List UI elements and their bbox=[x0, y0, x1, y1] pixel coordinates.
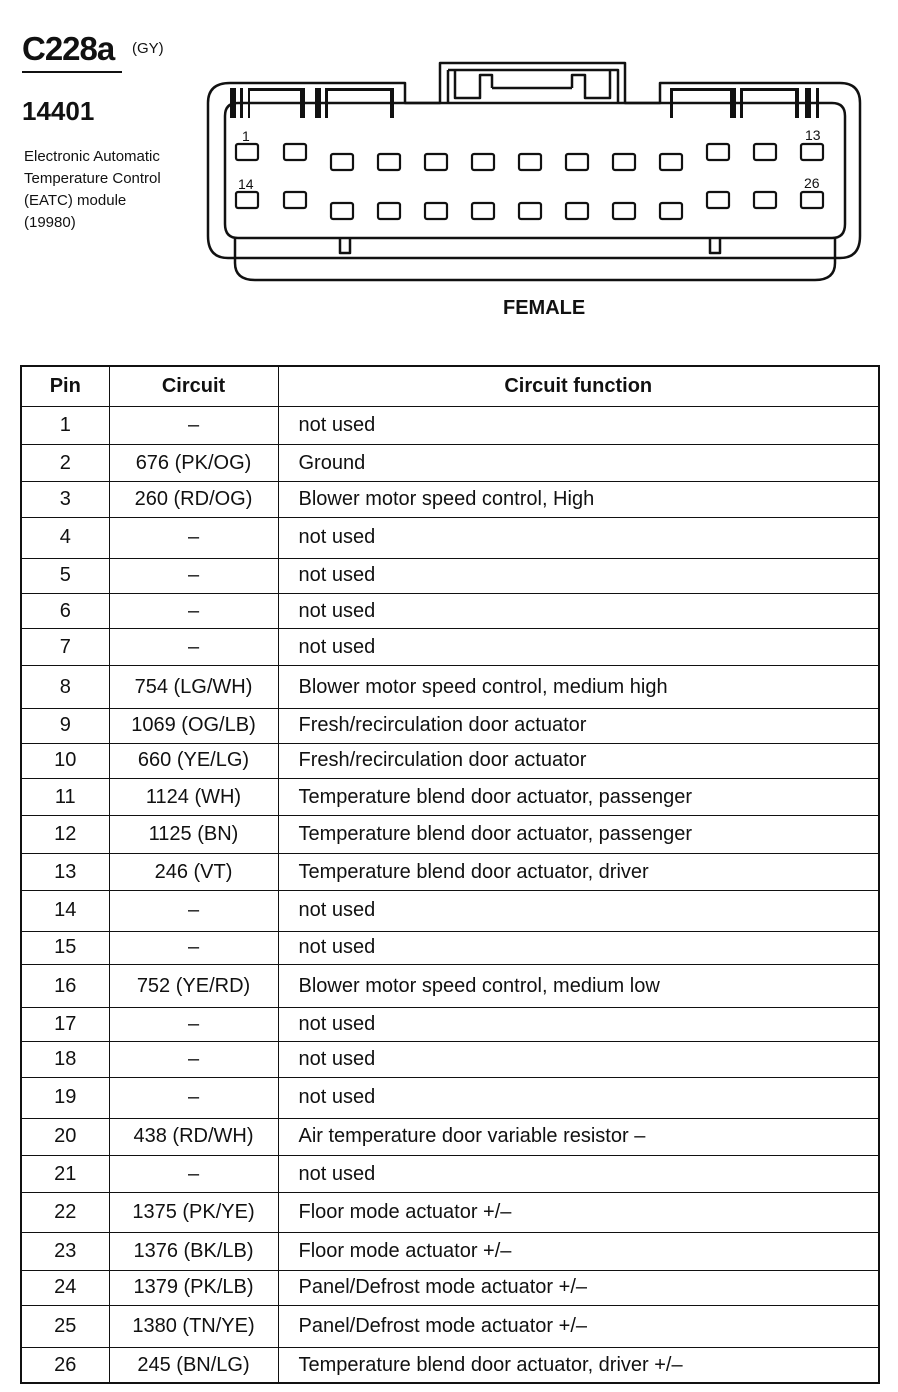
pin-cell: 18 bbox=[21, 1042, 109, 1077]
table-row bbox=[21, 1233, 879, 1270]
pin-cavity bbox=[472, 203, 494, 219]
function-cell: not used bbox=[278, 594, 879, 629]
pin-cavity bbox=[519, 203, 541, 219]
circuit-cell: 1069 (OG/LB) bbox=[109, 708, 278, 743]
function-cell: not used bbox=[278, 558, 879, 593]
table-row bbox=[21, 779, 879, 816]
pin-label-14: 14 bbox=[238, 176, 254, 192]
circuit-cell: 245 (BN/LG) bbox=[109, 1348, 278, 1383]
part-number: 14401 bbox=[22, 96, 95, 126]
function-cell: not used bbox=[278, 890, 879, 931]
rib bbox=[740, 88, 743, 118]
circuit-cell: 1376 (BK/LB) bbox=[109, 1233, 278, 1270]
pin-cell: 3 bbox=[21, 482, 109, 517]
rib bbox=[300, 88, 305, 118]
pin-cell: 21 bbox=[21, 1156, 109, 1193]
table-row bbox=[21, 965, 879, 1008]
pin-cell: 8 bbox=[21, 666, 109, 708]
circuit-cell: – bbox=[109, 1077, 278, 1118]
circuit-cell: 754 (LG/WH) bbox=[109, 666, 278, 708]
pin-cavity bbox=[707, 192, 729, 208]
table-row bbox=[21, 1042, 879, 1077]
pin-cell: 24 bbox=[21, 1270, 109, 1305]
function-cell: not used bbox=[278, 1077, 879, 1118]
function-cell: Temperature blend door actuator, passenger bbox=[278, 816, 879, 854]
circuit-cell: 438 (RD/WH) bbox=[109, 1118, 278, 1155]
circuit-cell: 660 (YE/LG) bbox=[109, 743, 278, 778]
pin-cell: 11 bbox=[21, 779, 109, 816]
circuit-cell: – bbox=[109, 931, 278, 964]
pin-cavity bbox=[236, 144, 258, 160]
circuit-cell: – bbox=[109, 594, 278, 629]
latch bbox=[448, 70, 618, 103]
rib-band bbox=[328, 88, 390, 91]
circuit-cell: – bbox=[109, 517, 278, 558]
pin-cell: 13 bbox=[21, 854, 109, 890]
column-header-pin: Pin bbox=[21, 366, 109, 407]
rib bbox=[795, 88, 799, 118]
function-cell: Panel/Defrost mode actuator +/– bbox=[278, 1270, 879, 1305]
function-cell: Fresh/recirculation door actuator bbox=[278, 708, 879, 743]
function-cell: Floor mode actuator +/– bbox=[278, 1193, 879, 1233]
circuit-cell: 1380 (TN/YE) bbox=[109, 1305, 278, 1347]
rib bbox=[816, 88, 819, 118]
circuit-cell: 1125 (BN) bbox=[109, 816, 278, 854]
function-cell: not used bbox=[278, 1008, 879, 1042]
pin-cavity bbox=[566, 203, 588, 219]
key-tab-right bbox=[710, 238, 720, 253]
pin-cavity bbox=[284, 144, 306, 160]
table-row bbox=[21, 1008, 879, 1042]
pin-cell: 2 bbox=[21, 445, 109, 482]
pin-label-13: 13 bbox=[805, 127, 821, 143]
circuit-cell: 1124 (WH) bbox=[109, 779, 278, 816]
pin-cavity bbox=[284, 192, 306, 208]
function-cell: Floor mode actuator +/– bbox=[278, 1233, 879, 1270]
pin-label-26: 26 bbox=[804, 175, 820, 191]
circuit-cell: – bbox=[109, 1008, 278, 1042]
pin-cavity bbox=[801, 144, 823, 160]
pin-cell: 15 bbox=[21, 931, 109, 964]
pin-cavity bbox=[707, 144, 729, 160]
pin-cell: 6 bbox=[21, 594, 109, 629]
description-line: (19980) bbox=[24, 214, 76, 231]
table-row bbox=[21, 1156, 879, 1193]
rib bbox=[315, 88, 321, 118]
pin-cell: 12 bbox=[21, 816, 109, 854]
column-header-function: Circuit function bbox=[278, 366, 879, 407]
table-row bbox=[21, 890, 879, 931]
function-cell: Temperature blend door actuator, passenger bbox=[278, 779, 879, 816]
pin-cavity bbox=[425, 203, 447, 219]
circuit-cell: 676 (PK/OG) bbox=[109, 445, 278, 482]
circuit-cell: – bbox=[109, 629, 278, 666]
rib bbox=[730, 88, 736, 118]
table-row bbox=[21, 1305, 879, 1347]
description-line: Electronic Automatic bbox=[24, 148, 160, 165]
pin-cell: 20 bbox=[21, 1118, 109, 1155]
pin-cell: 4 bbox=[21, 517, 109, 558]
circuit-cell: – bbox=[109, 558, 278, 593]
key-tab-left bbox=[340, 238, 350, 253]
function-cell: not used bbox=[278, 1042, 879, 1077]
function-cell: Blower motor speed control, medium high bbox=[278, 666, 879, 708]
pin-cavity bbox=[566, 154, 588, 170]
table-row bbox=[21, 1077, 879, 1118]
rib-band bbox=[250, 88, 300, 91]
rib bbox=[805, 88, 811, 118]
function-cell: not used bbox=[278, 407, 879, 445]
circuit-cell: – bbox=[109, 407, 278, 445]
table-row bbox=[21, 1270, 879, 1305]
pin-cavity bbox=[236, 192, 258, 208]
circuit-cell: 1375 (PK/YE) bbox=[109, 1193, 278, 1233]
table-row bbox=[21, 816, 879, 854]
table-row bbox=[21, 482, 879, 517]
pin-cavity bbox=[754, 144, 776, 160]
title-underline bbox=[22, 71, 122, 73]
pin-cell: 9 bbox=[21, 708, 109, 743]
table-row bbox=[21, 629, 879, 666]
function-cell: Blower motor speed control, medium low bbox=[278, 965, 879, 1008]
circuit-cell: – bbox=[109, 1042, 278, 1077]
table-row bbox=[21, 1193, 879, 1233]
rib-band bbox=[743, 88, 795, 91]
function-cell: Temperature blend door actuator, driver +/– bbox=[278, 1348, 879, 1383]
circuit-cell: 1379 (PK/LB) bbox=[109, 1270, 278, 1305]
table-row bbox=[21, 594, 879, 629]
pin-cell: 19 bbox=[21, 1077, 109, 1118]
pin-cell: 16 bbox=[21, 965, 109, 1008]
pin-label-1: 1 bbox=[242, 128, 250, 144]
table-row bbox=[21, 708, 879, 743]
pin-cavity bbox=[660, 154, 682, 170]
rib bbox=[325, 88, 328, 118]
pin-cell: 26 bbox=[21, 1348, 109, 1383]
pin-cavity bbox=[613, 154, 635, 170]
pin-cell: 10 bbox=[21, 743, 109, 778]
function-cell: Panel/Defrost mode actuator +/– bbox=[278, 1305, 879, 1347]
table-row bbox=[21, 931, 879, 964]
table-row bbox=[21, 666, 879, 708]
pin-cavity bbox=[425, 154, 447, 170]
pin-cavity bbox=[801, 192, 823, 208]
table-row bbox=[21, 558, 879, 593]
table-row bbox=[21, 854, 879, 890]
pin-cell: 23 bbox=[21, 1233, 109, 1270]
gender-label: FEMALE bbox=[503, 297, 586, 319]
description-line: (EATC) module bbox=[24, 192, 127, 209]
rib-band bbox=[673, 88, 730, 91]
pin-cavity bbox=[754, 192, 776, 208]
pin-cavity bbox=[613, 203, 635, 219]
rib bbox=[390, 88, 394, 118]
circuit-cell: – bbox=[109, 1156, 278, 1193]
table-row bbox=[21, 1348, 879, 1383]
circuit-cell: 260 (RD/OG) bbox=[109, 482, 278, 517]
description-line: Temperature Control bbox=[24, 170, 161, 187]
function-cell: Fresh/recirculation door actuator bbox=[278, 743, 879, 778]
rib bbox=[240, 88, 243, 118]
pin-cavity bbox=[519, 154, 541, 170]
rib bbox=[248, 88, 250, 118]
pin-cell: 1 bbox=[21, 407, 109, 445]
connector-face-diagram bbox=[200, 58, 870, 288]
pin-cell: 25 bbox=[21, 1305, 109, 1347]
function-cell: Temperature blend door actuator, driver bbox=[278, 854, 879, 890]
pin-cell: 14 bbox=[21, 890, 109, 931]
pin-cavity bbox=[660, 203, 682, 219]
function-cell: not used bbox=[278, 931, 879, 964]
table-row bbox=[21, 445, 879, 482]
function-cell: Ground bbox=[278, 445, 879, 482]
function-cell: Blower motor speed control, High bbox=[278, 482, 879, 517]
table-row bbox=[21, 517, 879, 558]
pin-cell: 7 bbox=[21, 629, 109, 666]
pin-cavity bbox=[331, 203, 353, 219]
module-description bbox=[24, 146, 204, 234]
pin-cell: 5 bbox=[21, 558, 109, 593]
pin-cell: 17 bbox=[21, 1008, 109, 1042]
pin-cell: 22 bbox=[21, 1193, 109, 1233]
table-row bbox=[21, 743, 879, 778]
table-header-row bbox=[21, 366, 879, 407]
pin-cavity bbox=[472, 154, 494, 170]
pin-cavity bbox=[378, 203, 400, 219]
table-row bbox=[21, 1118, 879, 1155]
function-cell: Air temperature door variable resistor – bbox=[278, 1118, 879, 1155]
circuit-cell: 752 (YE/RD) bbox=[109, 965, 278, 1008]
table-row bbox=[21, 407, 879, 445]
function-cell: not used bbox=[278, 1156, 879, 1193]
rib bbox=[670, 88, 673, 118]
pinout-table bbox=[20, 365, 880, 1384]
circuit-cell: – bbox=[109, 890, 278, 931]
connector-id: C228a bbox=[22, 30, 115, 67]
pin-cavity bbox=[331, 154, 353, 170]
pin-cavity bbox=[378, 154, 400, 170]
column-header-circuit: Circuit bbox=[109, 366, 278, 407]
function-cell: not used bbox=[278, 629, 879, 666]
connector-color: (GY) bbox=[132, 40, 164, 57]
function-cell: not used bbox=[278, 517, 879, 558]
rib bbox=[230, 88, 236, 118]
circuit-cell: 246 (VT) bbox=[109, 854, 278, 890]
